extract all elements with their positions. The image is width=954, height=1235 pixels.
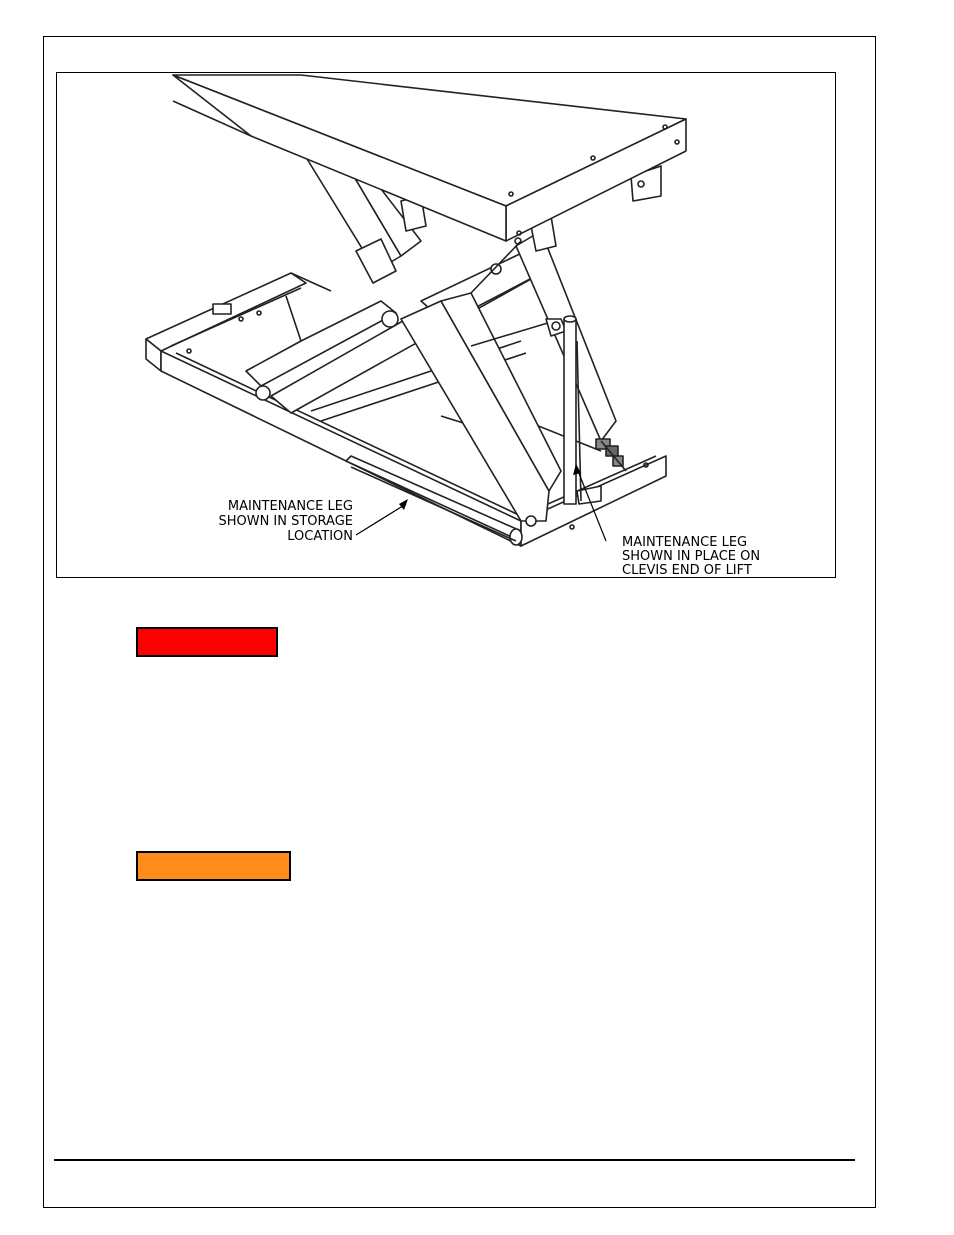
storage-callout-arrowhead	[399, 499, 408, 510]
top-platform	[173, 75, 686, 241]
scissor-lift-drawing	[57, 73, 835, 577]
storage-callout-line-1: MAINTENANCE LEG	[227, 499, 353, 514]
storage-callout-line-2: SHOWN IN STORAGE	[218, 514, 353, 529]
storage-callout-line-3: LOCATION	[287, 529, 353, 544]
in-place-callout-line-2: SHOWN IN PLACE ON	[622, 549, 761, 564]
storage-callout-leader	[356, 504, 406, 535]
warning-label-box	[136, 851, 291, 881]
in-place-callout-line-3: CLEVIS END OF LIFT	[622, 563, 752, 577]
danger-label-box	[136, 627, 278, 657]
in-place-callout-line-1: MAINTENANCE LEG	[622, 535, 748, 550]
footer-rule	[54, 1159, 855, 1161]
clevis-bracket	[596, 439, 626, 471]
scissor-lift-figure	[56, 72, 836, 578]
